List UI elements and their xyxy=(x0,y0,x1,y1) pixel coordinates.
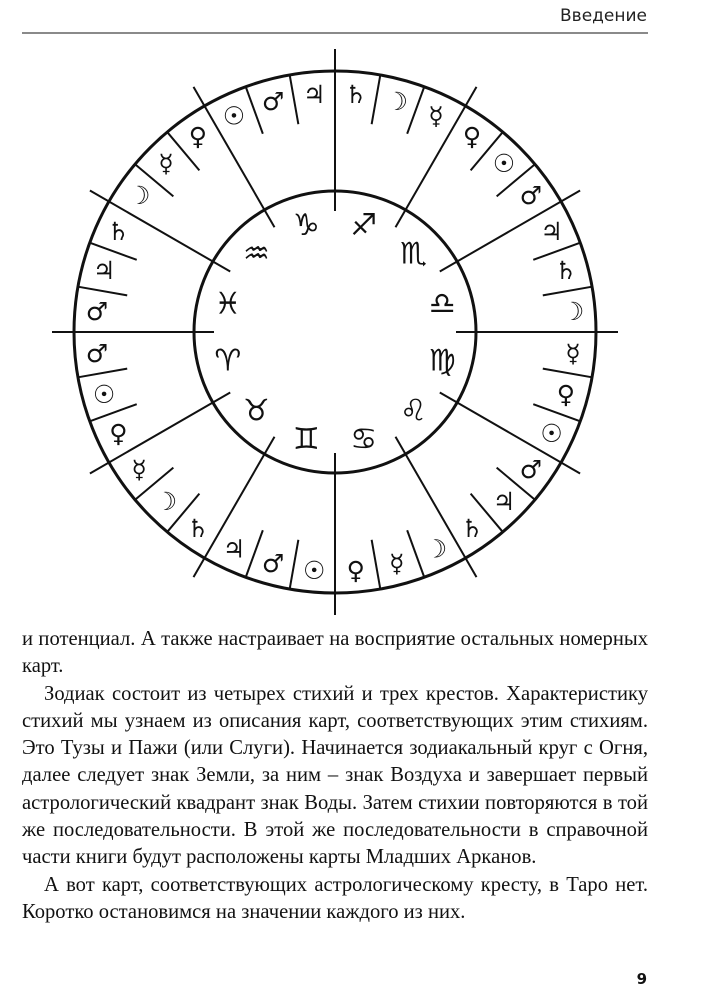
zodiac-sign-gemini-icon: ♊︎ xyxy=(292,422,320,458)
decan-divider xyxy=(543,369,592,378)
decan-divider xyxy=(407,530,424,577)
planet-jupiter-icon: ♃︎ xyxy=(492,486,516,516)
planet-saturn-icon: ♄︎ xyxy=(344,79,368,109)
planet-mars-icon: ♂︎ xyxy=(261,548,285,578)
planet-mercury-icon: ☿︎ xyxy=(158,149,174,179)
planet-venus-icon: ♀︎ xyxy=(109,419,128,449)
planet-mercury-icon: ☿︎ xyxy=(428,101,444,131)
decan-divider xyxy=(78,369,127,378)
decan-divider xyxy=(407,87,424,134)
zodiac-sign-taurus-icon: ♉︎ xyxy=(243,393,270,429)
planet-moon-icon: ☽︎ xyxy=(561,297,585,327)
paragraph: и потенциал. А также настраивает на восприятие остальных номерных карт. xyxy=(22,628,648,678)
planet-jupiter-icon: ♃︎ xyxy=(222,534,246,564)
zodiac-sign-aquarius-icon: ♒︎ xyxy=(243,236,270,272)
zodiac-sign-scorpio-icon: ♏︎ xyxy=(400,236,427,272)
planet-mars-icon: ♂︎ xyxy=(519,455,542,485)
planet-jupiter-icon: ♃︎ xyxy=(302,79,326,109)
decan-divider xyxy=(78,287,127,296)
planet-mars-icon: ♂︎ xyxy=(85,297,109,327)
zodiac-sign-cancer-icon: ♋︎ xyxy=(350,422,378,458)
body-text xyxy=(22,626,648,926)
planet-sun-icon: ☉︎ xyxy=(222,101,246,131)
decan-divider xyxy=(372,75,381,124)
paragraph: А вот карт, соответствующих астрологическому кресту, в Таро нет. Коротко остановимся на значении каждого из них. xyxy=(22,873,648,923)
zodiac-sign-aries-icon: ♈︎ xyxy=(214,343,242,379)
planet-jupiter-icon: ♃︎ xyxy=(92,256,116,286)
decan-divider xyxy=(543,287,592,296)
planet-mercury-icon: ☿︎ xyxy=(389,548,405,578)
planet-venus-icon: ♀︎ xyxy=(556,379,576,409)
planet-sun-icon: ☉︎ xyxy=(540,419,563,449)
decan-divider xyxy=(246,87,263,134)
planet-mercury-icon: ☿︎ xyxy=(131,455,147,485)
zodiac-sign-sagittarius-icon: ♐︎ xyxy=(350,207,378,243)
planet-venus-icon: ♀︎ xyxy=(462,122,482,152)
decan-divider xyxy=(246,530,263,577)
planet-saturn-icon: ♄︎ xyxy=(460,513,484,543)
planet-sun-icon: ☉︎ xyxy=(302,556,326,586)
planet-sun-icon: ☉︎ xyxy=(492,149,516,179)
planet-mars-icon: ♂︎ xyxy=(519,180,542,210)
planet-mars-icon: ♂︎ xyxy=(85,338,109,368)
decan-divider xyxy=(290,75,299,124)
planet-saturn-icon: ♄︎ xyxy=(554,256,578,286)
inner-circle xyxy=(194,191,476,473)
decan-divider xyxy=(290,540,299,589)
planet-moon-icon: ☽︎ xyxy=(424,534,448,564)
planet-moon-icon: ☽︎ xyxy=(154,486,178,516)
planet-mercury-icon: ☿︎ xyxy=(565,338,581,368)
planet-moon-icon: ☽︎ xyxy=(128,180,151,210)
zodiac-sign-virgo-icon: ♍︎ xyxy=(428,343,456,379)
planet-sun-icon: ☉︎ xyxy=(92,379,116,409)
zodiac-sign-leo-icon: ♌︎ xyxy=(400,393,427,429)
zodiac-sign-capricorn-icon: ♑︎ xyxy=(292,207,320,243)
planet-saturn-icon: ♄︎ xyxy=(186,513,210,543)
running-title: Введение xyxy=(560,6,647,26)
planet-venus-icon: ♀︎ xyxy=(346,556,365,586)
planet-mars-icon: ♂︎ xyxy=(261,87,285,117)
zodiac-sign-libra-icon: ♎︎ xyxy=(428,286,456,322)
decan-divider xyxy=(372,540,381,589)
planet-moon-icon: ☽︎ xyxy=(385,87,409,117)
planet-jupiter-icon: ♃︎ xyxy=(540,216,563,246)
page-number: 9 xyxy=(636,970,647,988)
zodiac-sign-pisces-icon: ♓︎ xyxy=(214,286,242,322)
planet-saturn-icon: ♄︎ xyxy=(107,216,130,246)
planet-venus-icon: ♀︎ xyxy=(188,122,208,152)
paragraph: Зодиак состоит из четырех стихий и трех крестов. Характеристику стихий мы узнаем из описания карт, соответствующих этим стихиям. Это Тузы и Пажи (или Слуги). Начинается зодиакальный круг с Огня, далее следует знак Земли, за ним – знак Воздуха и завершает первый астрологический квадрант знак Воды. Затем стихии повторяются в той же последовательности. В этой же последовательности в справочной части книги будут расположены карты Младших Арканов. xyxy=(22,682,648,869)
